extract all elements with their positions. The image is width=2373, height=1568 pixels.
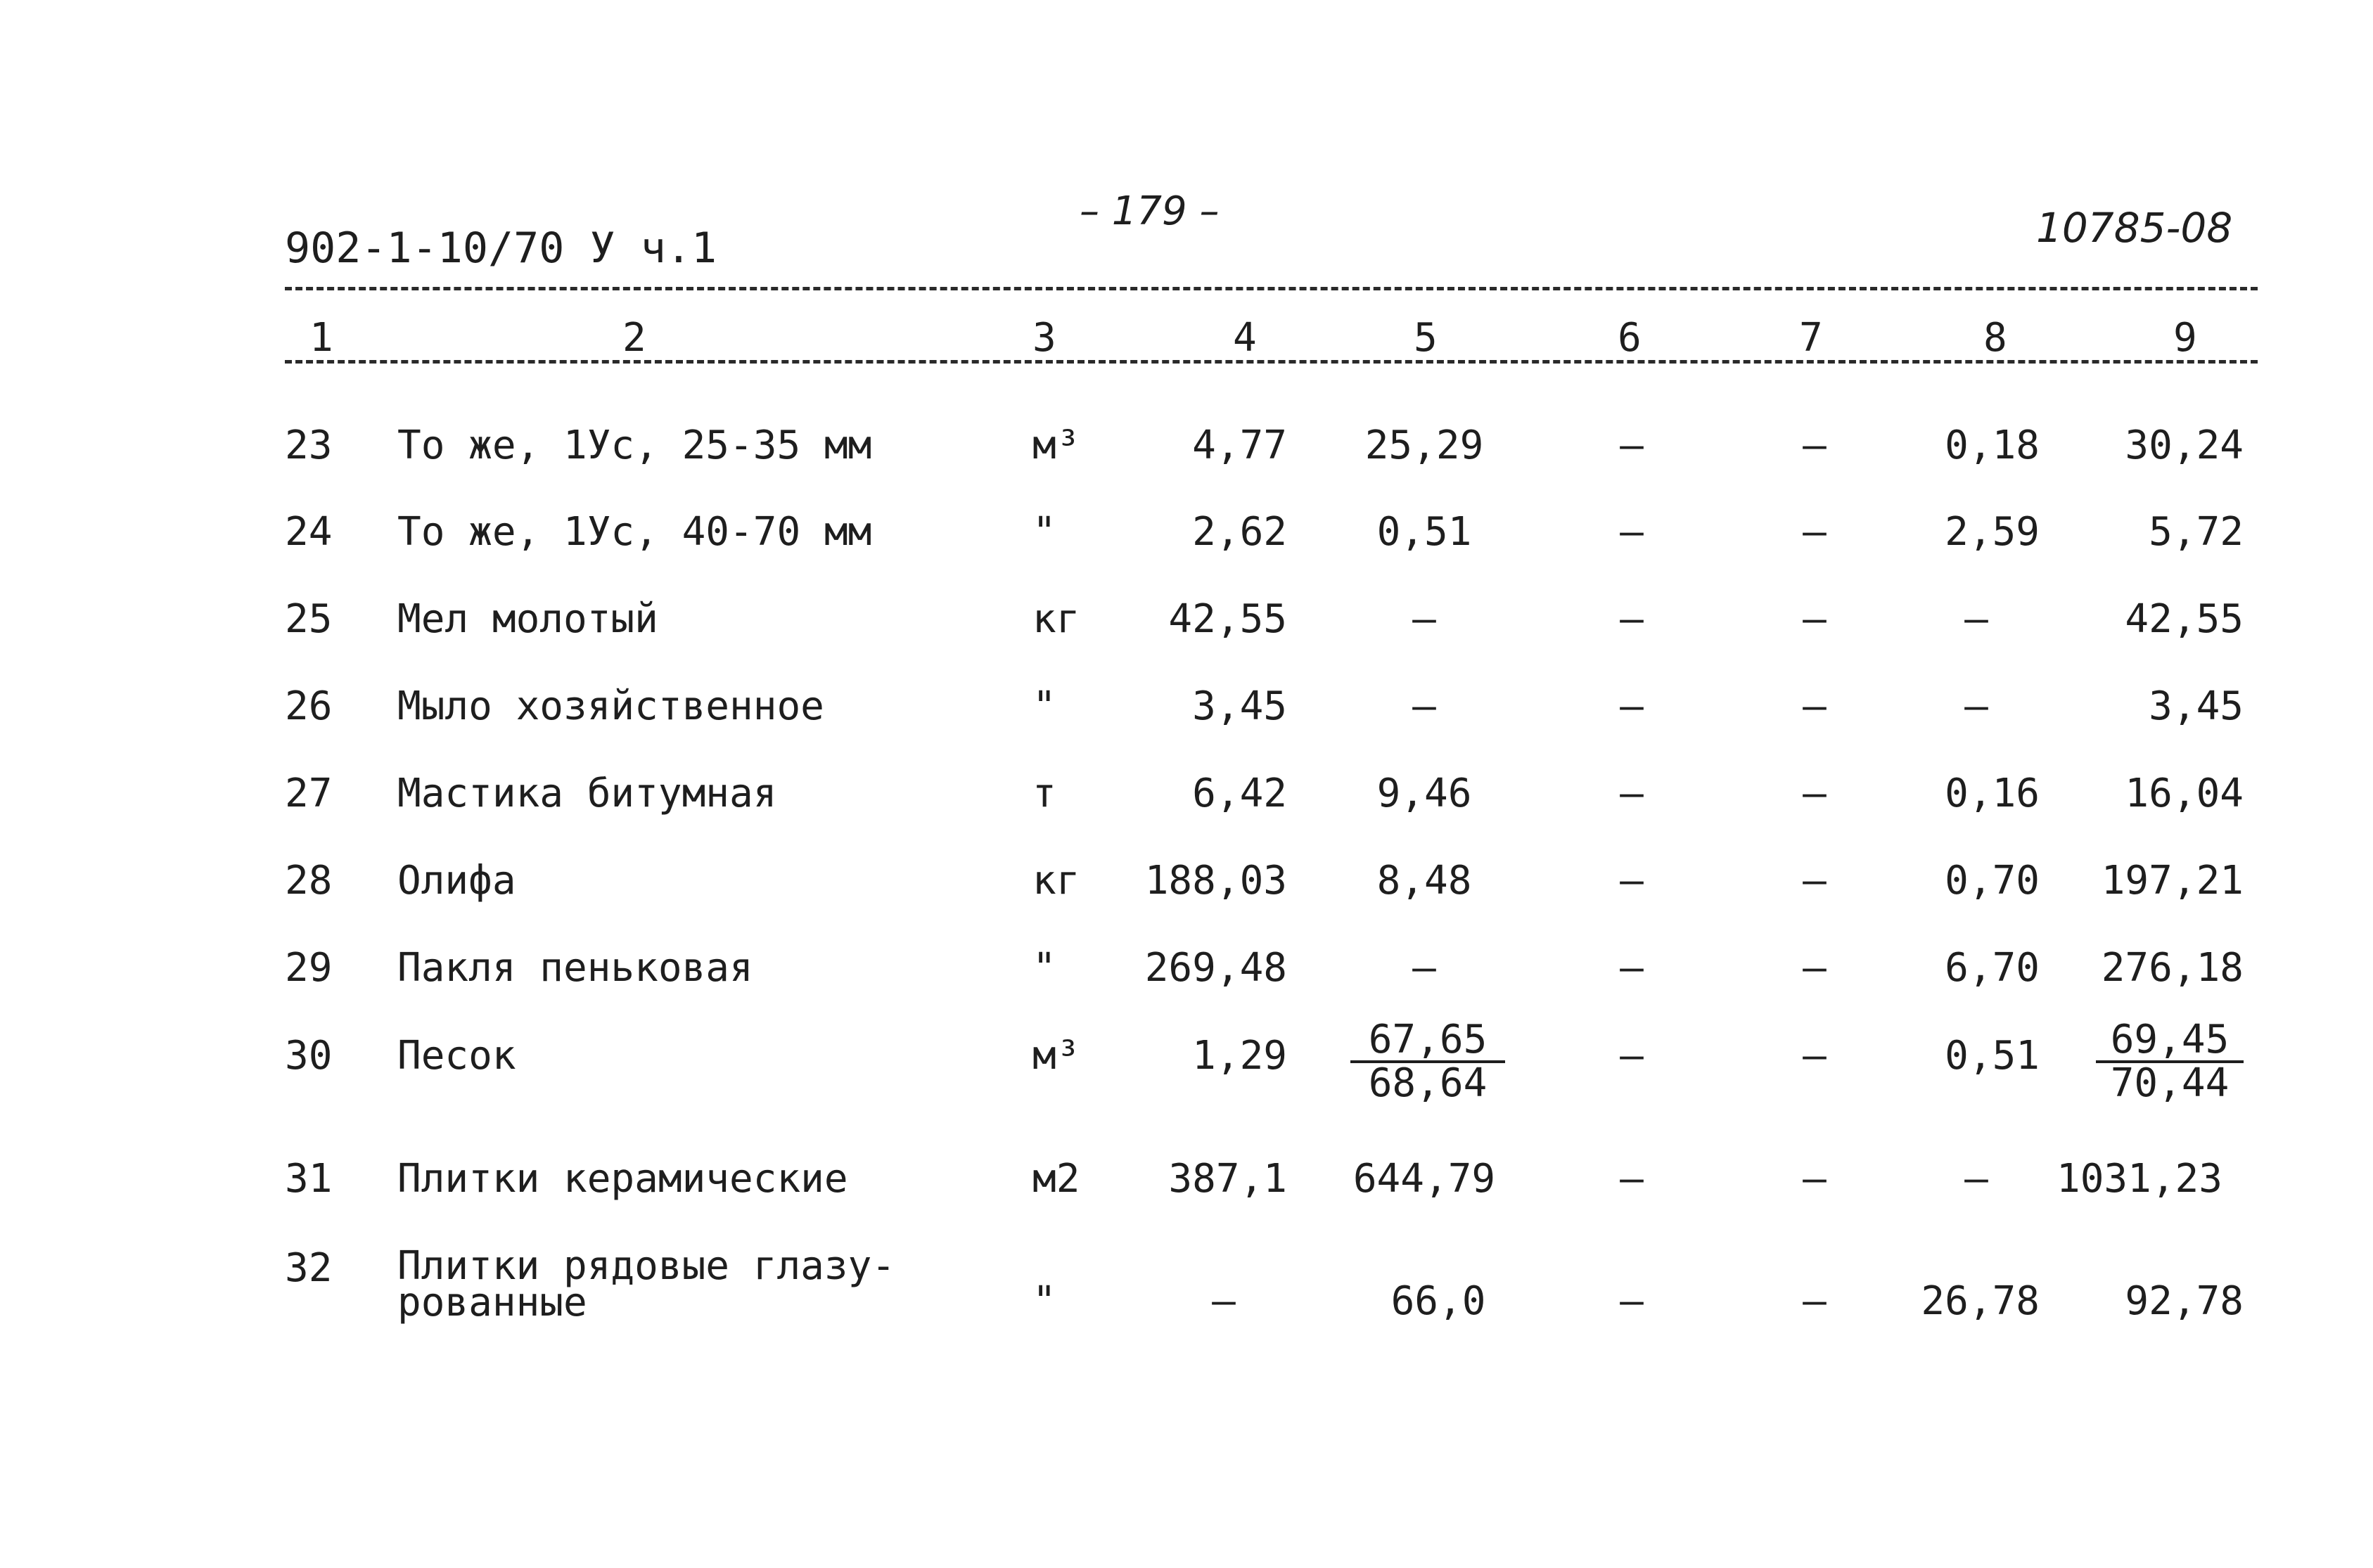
row-number: 27 [285,771,333,816]
col7-value: – [1803,596,1827,642]
col7-value: – [1803,423,1827,468]
material-name-line1: Плитки рядовые глазу- [397,1243,896,1289]
column-header: 2 [622,315,646,361]
col8-value: 0,70 [1945,858,2040,904]
column-header: 6 [1618,315,1642,361]
col5-value: 8,48 [1376,858,1472,904]
header-dashed-rule [285,360,2258,364]
col9-fraction-top: 69,45 [2096,1020,2244,1063]
col7-value: – [1803,1278,1827,1324]
col4-value: 188,03 [1144,858,1287,904]
column-header: 5 [1414,315,1438,361]
col6-value: – [1620,596,1644,642]
column-header: 4 [1233,315,1257,361]
col5-value: 25,29 [1364,423,1484,468]
col9-value: 197,21 [2101,858,2244,904]
col5-value: – [1412,596,1436,642]
col8-value: 2,59 [1945,509,2040,555]
material-name: Плитки керамические [397,1156,848,1202]
col4-value: 1,29 [1192,1033,1287,1079]
column-header: 1 [309,315,333,361]
page-number: – 179 – [1080,188,1220,234]
col9-value: 92,78 [2125,1278,2244,1324]
col8-value: 0,51 [1945,1033,2040,1079]
material-name [397,1243,896,1325]
col5-fraction [1350,1017,1505,1106]
col8-value: – [1964,1156,1988,1202]
col8-value: 6,70 [1945,945,2040,991]
row-number: 28 [285,858,333,904]
document-code: 902-1-10/70 У ч.1 [285,224,717,273]
col6-value: – [1620,509,1644,555]
col4-value: 387,1 [1168,1156,1287,1202]
col9-value: 5,72 [2149,509,2244,555]
col4-value: – [1212,1278,1236,1324]
col9-value: 16,04 [2125,771,2244,816]
col5-value: 66,0 [1390,1278,1486,1324]
column-header: 9 [2173,315,2197,361]
col5-value: 0,51 [1376,509,1472,555]
row-number: 30 [285,1033,333,1079]
col9-value: 30,24 [2125,423,2244,468]
col4-value: 42,55 [1168,596,1287,642]
col5-value: – [1412,945,1436,991]
column-header: 7 [1799,315,1823,361]
col6-value: – [1620,945,1644,991]
col4-value: 3,45 [1192,683,1287,729]
col4-value: 4,77 [1192,423,1287,468]
material-name: Песок [397,1033,516,1079]
material-name: То же, 1Ус, 25-35 мм [397,423,872,468]
unit: м³ [1032,1033,1080,1079]
col6-value: – [1620,858,1644,904]
col7-value: – [1803,683,1827,729]
row-number: 24 [285,509,333,555]
col6-value: – [1620,1156,1644,1202]
col4-value: 269,48 [1144,945,1287,991]
row-number: 23 [285,423,333,468]
col9-value: 42,55 [2125,596,2244,642]
col7-value: – [1803,858,1827,904]
unit: т [1032,771,1056,816]
unit: кг [1032,596,1080,642]
col9-value: 3,45 [2149,683,2244,729]
col5-value: 9,46 [1376,771,1472,816]
col8-value: – [1964,596,1988,642]
col9-fraction [2096,1017,2244,1106]
col8-value: 0,16 [1945,771,2040,816]
col8-value: 0,18 [1945,423,2040,468]
col7-value: – [1803,509,1827,555]
col8-value: 26,78 [1921,1278,2040,1324]
material-name: Пакля пеньковая [397,945,753,991]
col9-value: 1031,23 [2056,1156,2222,1202]
col5-fraction-top: 67,65 [1350,1020,1505,1063]
archive-number: 10785-08 [2036,204,2233,252]
col7-value: – [1803,1033,1827,1079]
unit: " [1032,683,1056,729]
row-number: 29 [285,945,333,991]
col4-value: 6,42 [1192,771,1287,816]
col5-value: – [1412,683,1436,729]
top-dashed-rule [285,287,2258,290]
column-header: 8 [1983,315,2007,361]
col9-fraction-bottom: 70,44 [2110,1060,2230,1106]
col7-value: – [1803,1156,1827,1202]
col8-value: – [1964,683,1988,729]
row-number: 26 [285,683,333,729]
column-header: 3 [1032,315,1056,361]
col6-value: – [1620,1033,1644,1079]
col5-fraction-bottom: 68,64 [1368,1060,1488,1106]
col6-value: – [1620,771,1644,816]
unit: кг [1032,858,1080,904]
col6-value: – [1620,683,1644,729]
unit: м2 [1032,1156,1080,1202]
unit: " [1032,509,1056,555]
col9-value: 276,18 [2101,945,2244,991]
col5-value: 644,79 [1352,1156,1496,1202]
col4-value: 2,62 [1192,509,1287,555]
unit: м³ [1032,423,1080,468]
material-name: То же, 1Ус, 40-70 мм [397,509,872,555]
row-number: 32 [285,1245,333,1291]
col7-value: – [1803,771,1827,816]
unit: " [1032,945,1056,991]
col7-value: – [1803,945,1827,991]
col6-value: – [1620,1278,1644,1324]
material-name: Мыло хозяйственное [397,683,824,729]
material-name: Мел молотый [397,596,658,642]
material-name: Олифа [397,858,516,904]
row-number: 25 [285,596,333,642]
material-name-line2: рованные [397,1280,587,1325]
material-name: Мастика битумная [397,771,777,816]
col6-value: – [1620,423,1644,468]
unit: " [1032,1278,1056,1324]
row-number: 31 [285,1156,333,1202]
